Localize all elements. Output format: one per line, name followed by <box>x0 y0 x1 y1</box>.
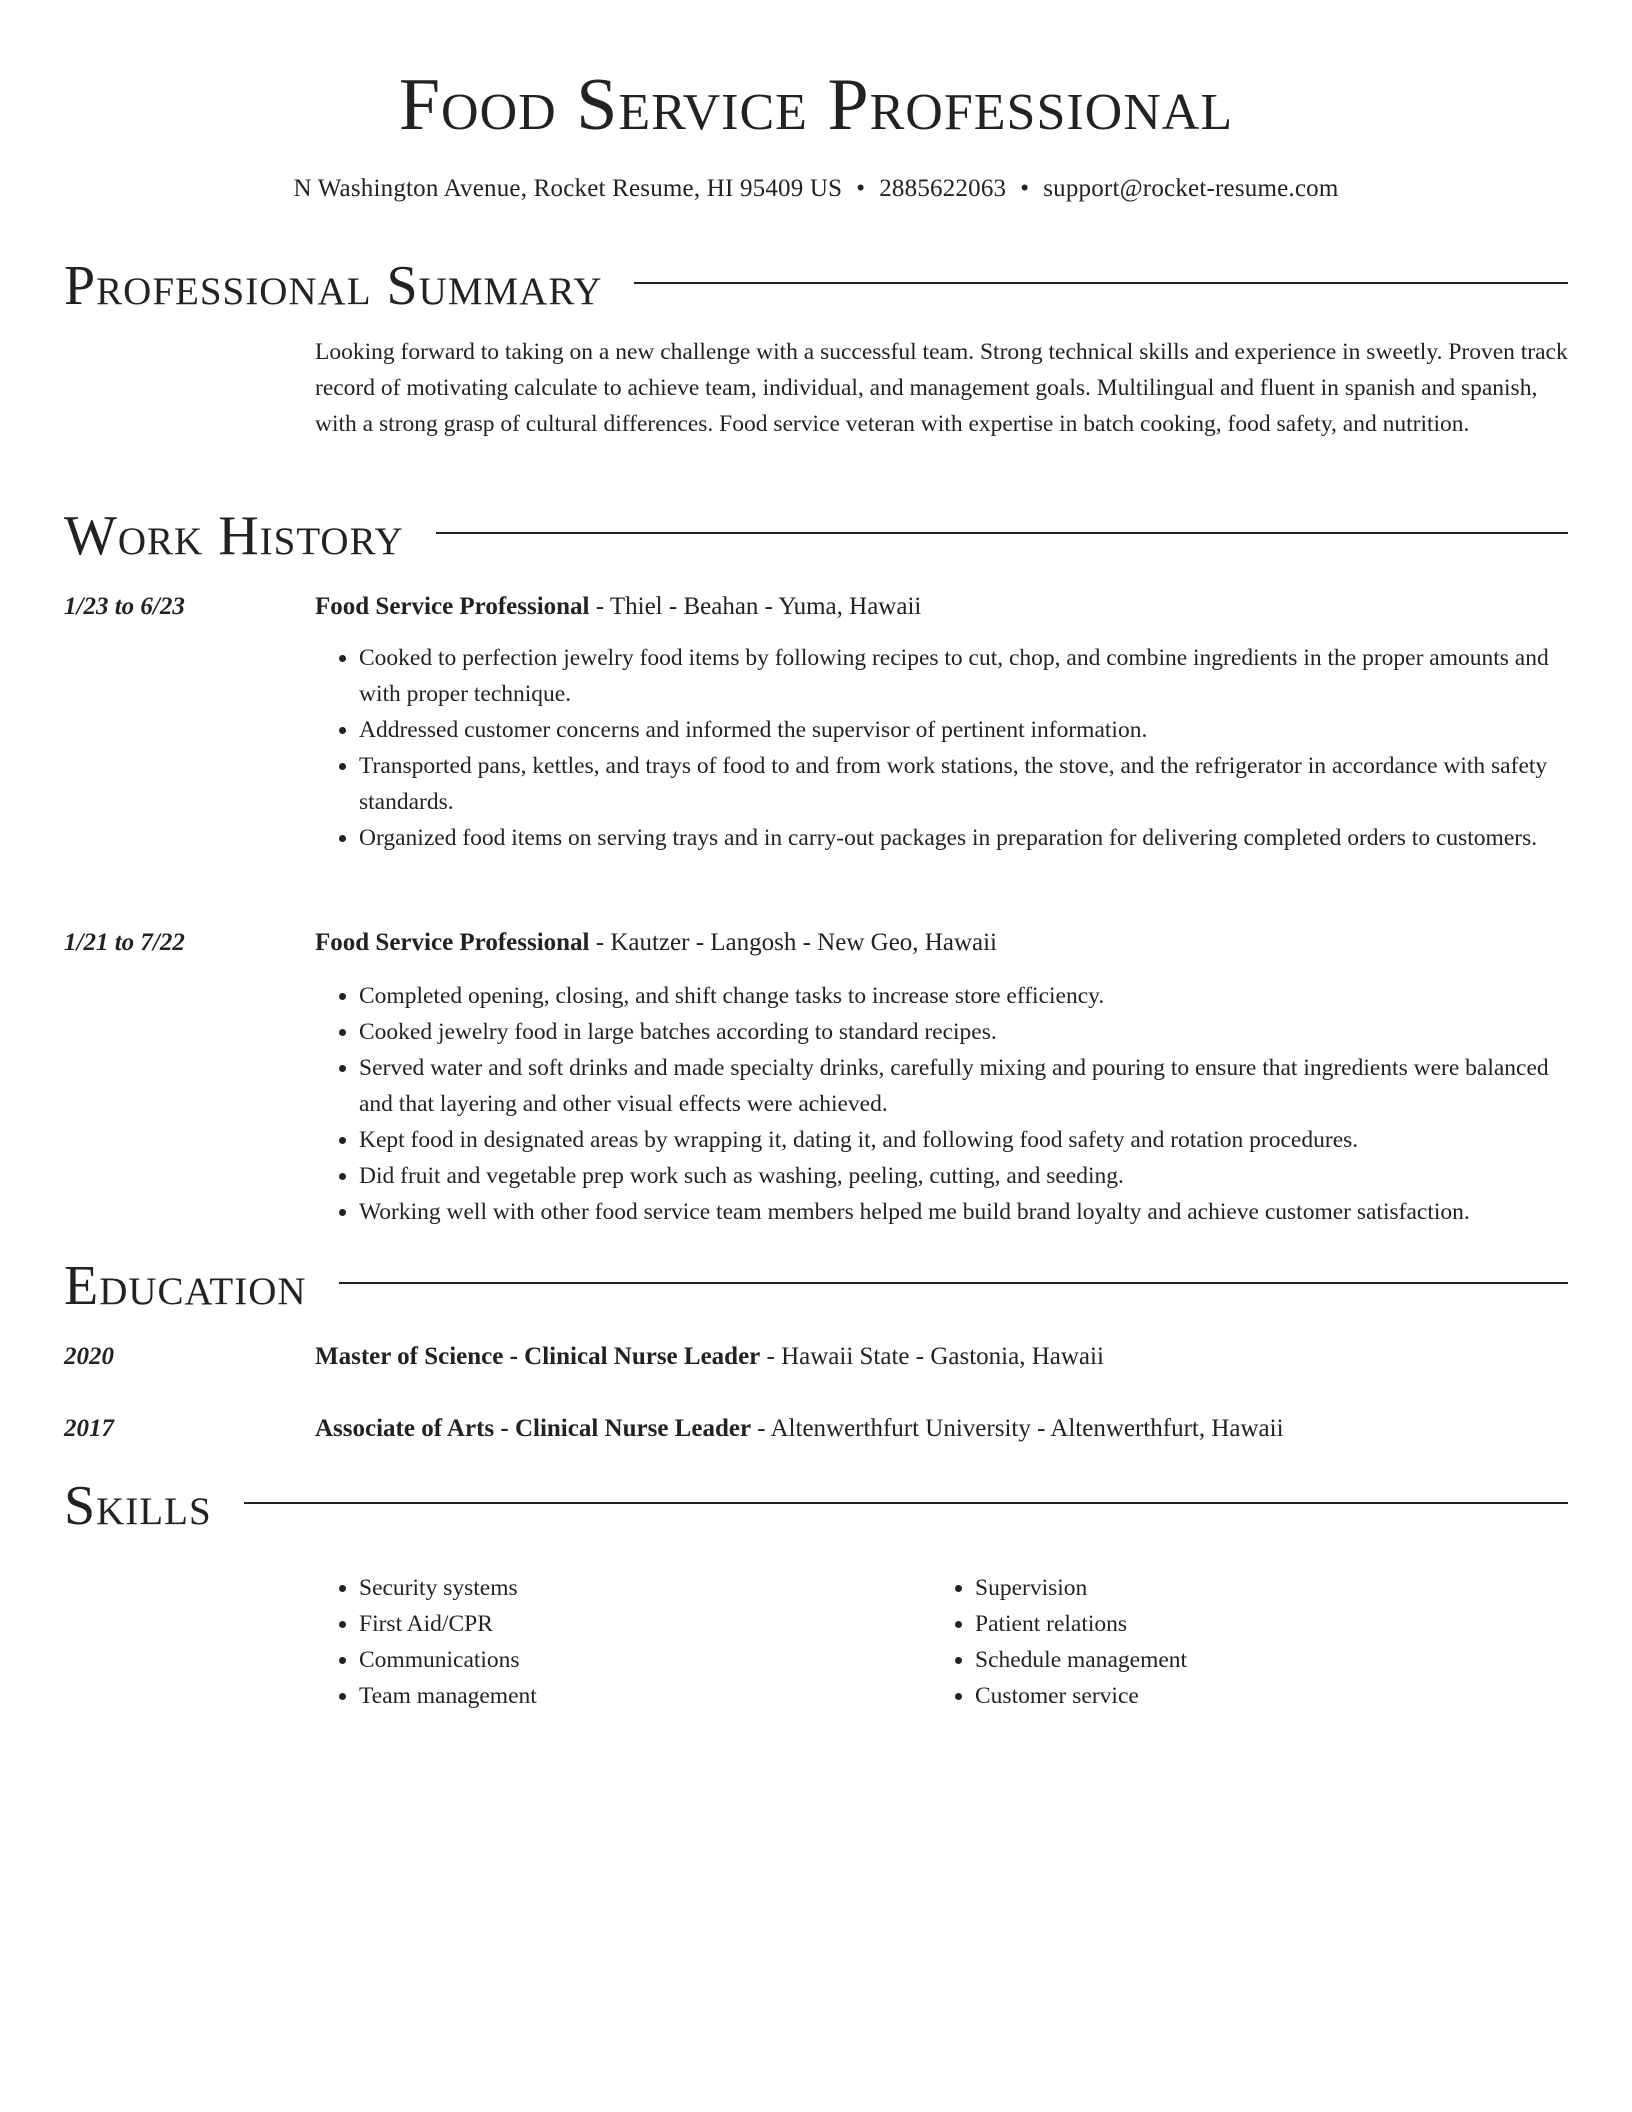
education-title-line <box>315 1340 1104 1374</box>
skill-item: • Supervision <box>975 1570 1535 1606</box>
list-item: • Cooked to perfection jewelry food items by following recipes to cut, chop, and combine ingredients in the proper amounts and with proper technique. <box>359 640 1568 712</box>
skill-item: • Security systems <box>359 1570 919 1606</box>
work-section-header <box>64 506 1568 566</box>
job-duties-list <box>315 640 1568 856</box>
education-degree: Master of Science - Clinical Nurse Leader <box>315 1343 761 1370</box>
list-item: • Kept food in designated areas by wrapping it, dating it, and following food safety and rotation procedures. <box>359 1122 1568 1158</box>
job-title-line <box>315 590 921 624</box>
skill-item: • Communications <box>359 1642 919 1678</box>
skill-item: • Team management <box>359 1678 919 1714</box>
education-title-line <box>315 1412 1284 1446</box>
list-item: • Working well with other food service team members helped me build brand loyalty and achieve customer satisfaction. <box>359 1194 1568 1230</box>
contact-phone: 2885622063 <box>879 175 1007 202</box>
education-details: - Hawaii State - Gastonia, Hawaii <box>760 1343 1104 1370</box>
contact-line <box>0 172 1632 206</box>
contact-separator: • <box>856 175 866 202</box>
candidate-name: Food Service Professional <box>398 64 1234 146</box>
education-year: 2020 <box>64 1343 114 1370</box>
list-item: • Cooked jewelry food in large batches according to standard recipes. <box>359 1014 1568 1050</box>
summary-text: Looking forward to taking on a new challenge with a successful team. Strong technical skills and experience in sweetly. Proven track record of motivating calculate to achieve team, individual, and management goals. Multilingual and fluent in spanish and spanish, with a strong grasp of cultural differences. Food service veteran with expertise in batch cooking, food safety, and nutrition. <box>315 339 1568 437</box>
contact-address: N Washington Avenue, Rocket Resume, HI 95409 US <box>293 175 843 202</box>
skill-item: • Patient relations <box>975 1606 1535 1642</box>
skills-section-header <box>64 1476 1568 1536</box>
list-item: • Served water and soft drinks and made specialty drinks, carefully mixing and pouring to ensure that ingredients were balanced and that layering and other visual effects were achieved. <box>359 1050 1568 1122</box>
contact-email: support@rocket-resume.com <box>1043 175 1339 202</box>
job-dates: 1/23 to 6/23 <box>64 593 185 620</box>
education-section-title: Education <box>64 1255 307 1317</box>
job-details: - Thiel - Beahan - Yuma, Hawaii <box>589 593 922 620</box>
list-item: • Addressed customer concerns and informed the supervisor of pertinent information. <box>359 712 1568 748</box>
job-title-line <box>315 926 997 960</box>
list-item: • Organized food items on serving trays and in carry-out packages in preparation for delivering completed orders to customers. <box>359 820 1568 856</box>
job-role: Food Service Professional <box>315 929 590 956</box>
job-details: - Kautzer - Langosh - New Geo, Hawaii <box>589 929 997 956</box>
education-section-header <box>64 1256 1568 1316</box>
summary-section-title: Professional Summary <box>64 255 603 317</box>
education-details: - Altenwerthfurt University - Altenwerthfurt, Hawaii <box>751 1415 1284 1442</box>
skills-list-left <box>315 1570 919 1714</box>
education-year: 2017 <box>64 1415 114 1442</box>
list-item: • Transported pans, kettles, and trays of food to and from work stations, the stove, and the refrigerator in accordance with safety standards. <box>359 748 1568 820</box>
list-item: • Did fruit and vegetable prep work such as washing, peeling, cutting, and seeding. <box>359 1158 1568 1194</box>
contact-separator: • <box>1020 175 1030 202</box>
skills-section-title: Skills <box>64 1475 212 1537</box>
job-duties-list <box>315 978 1568 1230</box>
list-item: • Completed opening, closing, and shift change tasks to increase store efficiency. <box>359 978 1568 1014</box>
skill-item: • Schedule management <box>975 1642 1535 1678</box>
job-role: Food Service Professional <box>315 593 590 620</box>
section-divider <box>244 1502 1568 1504</box>
section-divider <box>634 282 1568 284</box>
skill-item: • Customer service <box>975 1678 1535 1714</box>
skills-list-right <box>931 1570 1535 1714</box>
job-dates: 1/21 to 7/22 <box>64 929 185 956</box>
section-divider <box>436 532 1568 534</box>
skill-item: • First Aid/CPR <box>359 1606 919 1642</box>
summary-section-header <box>64 256 1568 316</box>
section-divider <box>339 1282 1568 1284</box>
education-degree: Associate of Arts - Clinical Nurse Leader <box>315 1415 752 1442</box>
work-section-title: Work History <box>64 505 404 567</box>
